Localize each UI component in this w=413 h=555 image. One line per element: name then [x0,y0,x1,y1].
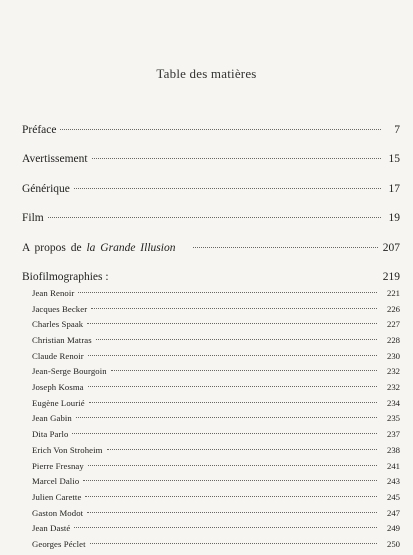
toc-entry-page: 207 [382,241,400,254]
toc-entry [22,124,400,153]
toc-subentry [22,523,400,539]
toc-entry [22,183,400,212]
toc-subentry [22,335,400,351]
toc-entry-apropos [22,242,400,271]
dot-leader [107,449,378,450]
toc-subentry [22,461,400,477]
toc-entry-page: 235 [386,413,400,424]
toc-entry-label: Georges Péclet [32,538,86,549]
dot-leader [85,496,377,497]
toc-entry-label: Dita Parlo [32,429,69,440]
toc-entry-label: Charles Spaak [32,319,84,330]
toc-entry-label: Jacques Becker [32,303,88,314]
toc-subentry [22,492,400,508]
dot-leader [74,188,381,189]
dot-leader [83,480,377,481]
toc-subentry [22,366,400,382]
toc-entry-page: 250 [386,538,400,549]
toc-entry-page: 232 [386,382,400,393]
dot-leader [111,370,377,371]
toc-subentry [22,539,400,555]
toc-entry [22,212,400,241]
dot-leader [87,512,377,513]
page-title: Table des matières [156,66,257,81]
dot-leader [78,292,377,293]
toc-entry-label: Générique [22,182,70,195]
toc-subentry [22,476,400,492]
toc-entry-page: 234 [386,397,400,408]
toc-entry-page: 7 [394,124,400,136]
toc-entry-label: Film [22,212,44,225]
dot-leader [91,308,377,309]
toc-entry-biofilmographies [22,271,400,288]
toc-entry-page: 19 [388,212,400,225]
dot-leader [74,527,377,528]
toc-subentry [22,508,400,524]
toc-entry-label: Marcel Dalio [32,476,80,487]
toc-entry-label: Eugène Lourié [32,397,85,408]
dot-leader [193,247,377,248]
toc-entry-page: 230 [386,350,400,361]
toc-entry-label: Biofilmographies : [22,270,109,283]
toc-entry-page: 17 [388,182,400,195]
toc-entry-page: 221 [386,287,400,298]
table-of-contents [22,124,400,555]
toc-entry-page: 238 [386,444,400,455]
dot-leader [89,402,377,403]
toc-subentry [22,413,400,429]
dot-leader [76,417,377,418]
toc-entry-label [22,242,175,254]
dot-leader [72,433,377,434]
dot-leader [87,323,377,324]
toc-subentry [22,351,400,367]
toc-subentry [22,319,400,335]
toc-entry-page: 243 [386,476,400,487]
dot-leader [60,129,381,130]
apropos-film-title: la Grande Illusion [86,241,176,254]
toc-entry-page: 247 [386,507,400,518]
dot-leader [48,217,381,218]
toc-entry-label: Gaston Modot [32,507,84,518]
toc-subentry [22,304,400,320]
toc-subentry [22,382,400,398]
toc-entry-page: 232 [386,366,400,377]
dot-leader [90,543,377,544]
toc-entry-page: 241 [386,460,400,471]
toc-entry-label: Joseph Kosma [32,382,84,393]
dot-leader [88,386,377,387]
toc-entry-label: Jean-Serge Bourgoin [32,366,107,377]
toc-entry-label: Jean Renoir [32,287,75,298]
toc-entry-page: 15 [388,153,400,166]
dot-leader [88,465,377,466]
toc-entry-label: Préface [22,124,57,136]
toc-entry-label: Christian Matras [32,335,92,346]
toc-entry-page: 228 [386,335,400,346]
toc-entry-label: Julien Carette [32,491,82,502]
toc-entry-label: Claude Renoir [32,350,84,361]
toc-subentry [22,429,400,445]
toc-entry-label: Jean Dasté [32,523,71,534]
dot-leader [96,339,377,340]
main-entries [22,124,400,242]
toc-entry-page: 249 [386,523,400,534]
toc-entry-page: 245 [386,491,400,502]
toc-entry-page: 237 [386,429,400,440]
toc-entry-page: 226 [386,303,400,314]
toc-entry-label: Avertissement [22,153,88,166]
toc-entry-label: Pierre Fresnay [32,460,84,471]
toc-entry-page: 219 [382,270,400,283]
apropos-prefix: A propos de [22,241,82,254]
biofilmography-entries [22,288,400,555]
dot-leader [88,355,377,356]
dot-leader [92,158,381,159]
toc-entry-label: Erich Von Stroheim [32,444,103,455]
toc-subentry [22,445,400,461]
toc-entry-label: Jean Gabin [32,413,72,424]
toc-subentry [22,398,400,414]
toc-entry-page: 227 [386,319,400,330]
toc-subentry [22,288,400,304]
toc-entry [22,153,400,182]
